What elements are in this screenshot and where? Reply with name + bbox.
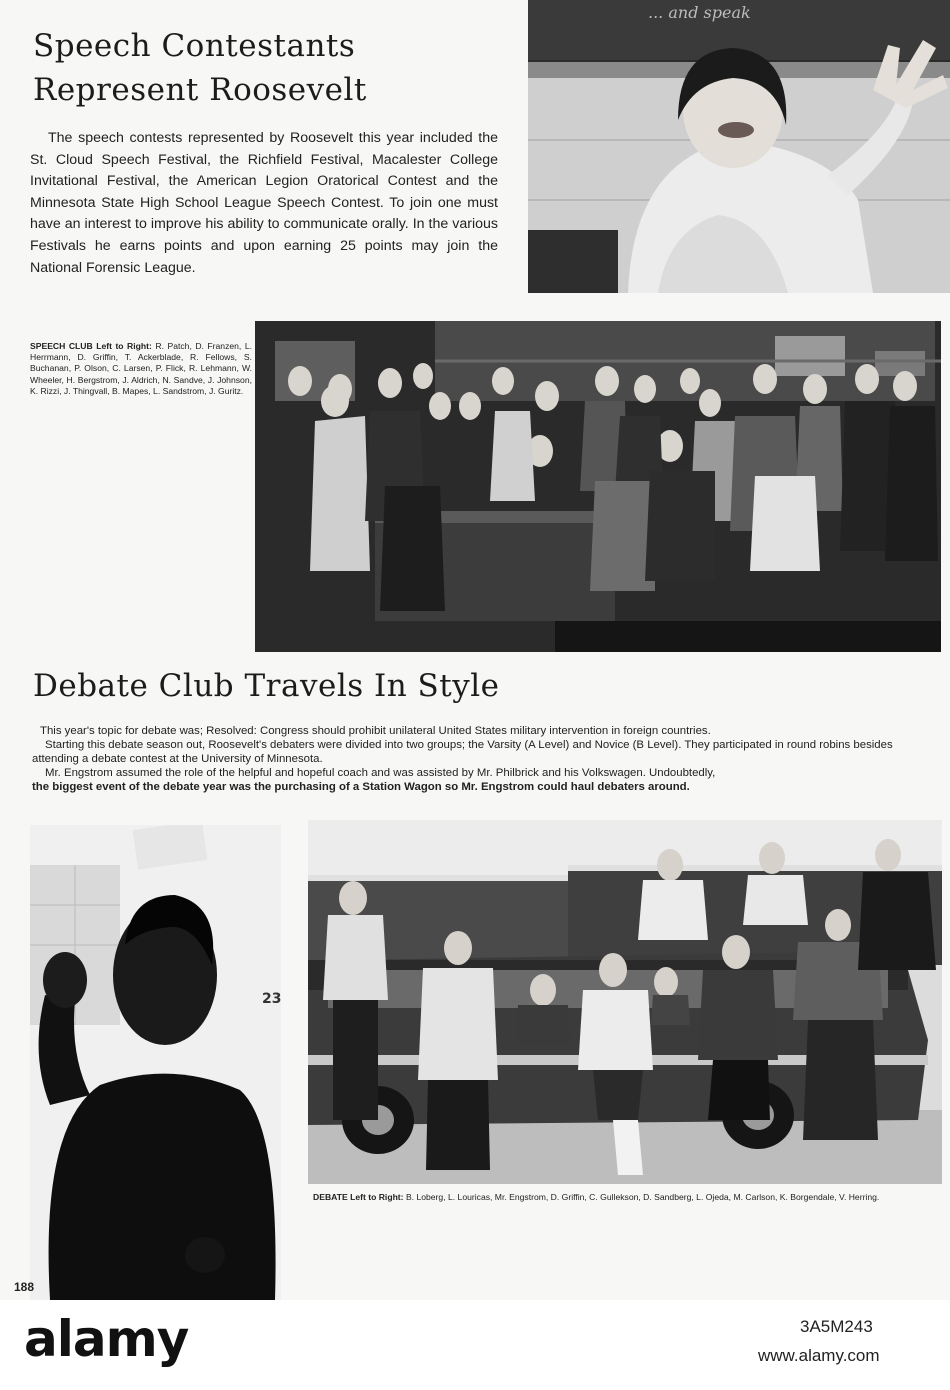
speech-title-line-1: Speech Contestants [33,28,356,64]
debate-paragraph-2: Starting this debate season out, Roosevelt's debaters were divided into two groups; the Varsity (A Level) and Novice (B Level). They participated in round robins besides attending a debate contest at the University of Minnesota. [32,739,893,765]
page-number: 188 [14,1280,35,1294]
door-number-text: 23 [262,991,281,1007]
debate-caption-label: DEBATE Left to Right: [313,1192,404,1202]
speech-caption-names: R. Patch, D. Franzen, L. Herrmann, D. Griffin, T. Ackerblade, R. Fellows, S. Buchanan, P. Olson, C. Larsen, P. Flick, R. Lehmann, W. Wheeler, H. Bergstrom, J. Aldrich, N. Sandve, J. Johnson, K. Rizzi, J. Thingvall, B. Mapes, L. Sandstrom, J. Guritz. [30,341,252,396]
debate-paragraph-4: the biggest event of the debate year was the purchasing of a Station Wagon so Mr. Engstrom could haul debaters around. [32,781,690,793]
speech-title-line-2: Represent Roosevelt [33,72,367,108]
debate-caption [313,1192,943,1203]
debate-body-text [32,724,937,794]
debate-group-photo [308,820,942,1184]
debate-paragraph-3: Mr. Engstrom assumed the role of the helpful and hopeful coach and was assisted by Mr. Philbrick and his Volkswagen. Undoubtedly, [45,767,716,779]
chalkboard-text: ... and speak [648,3,751,22]
speech-caption-label: SPEECH CLUB Left to Right: [30,341,152,351]
debater-photo [30,825,281,1300]
debate-caption-names: B. Loberg, L. Louricas, Mr. Engstrom, D. Griffin, C. Gullekson, D. Sandberg, L. Ojeda, M. Carlson, K. Borgendale, V. Herring. [405,1192,880,1202]
speech-body-text: The speech contests represented by Roosevelt this year included the St. Cloud Speech Festival, the Richfield Festival, Macalester College Invitational Festival, the American Legion Oratorical Contest and the Minnesota State High School League Speech Contest. To join one must have an interest to improve his ability to communicate orally. In the various Festivals he earns points and upon earning 25 points may join the National Forensic League. [30,130,498,276]
stock-logo: alamy [24,1310,189,1368]
stock-url: www.alamy.com [758,1346,880,1365]
speech-club-group-photo [255,321,941,652]
speech-club-caption [30,341,252,397]
speech-contestant-photo [528,0,950,293]
stock-image-id: 3A5M243 [800,1317,873,1336]
debate-paragraph-1: This year's topic for debate was; Resolved: Congress should prohibit unilateral United States military intervention in foreign countries. [40,725,711,737]
debate-title: Debate Club Travels In Style [33,668,500,704]
